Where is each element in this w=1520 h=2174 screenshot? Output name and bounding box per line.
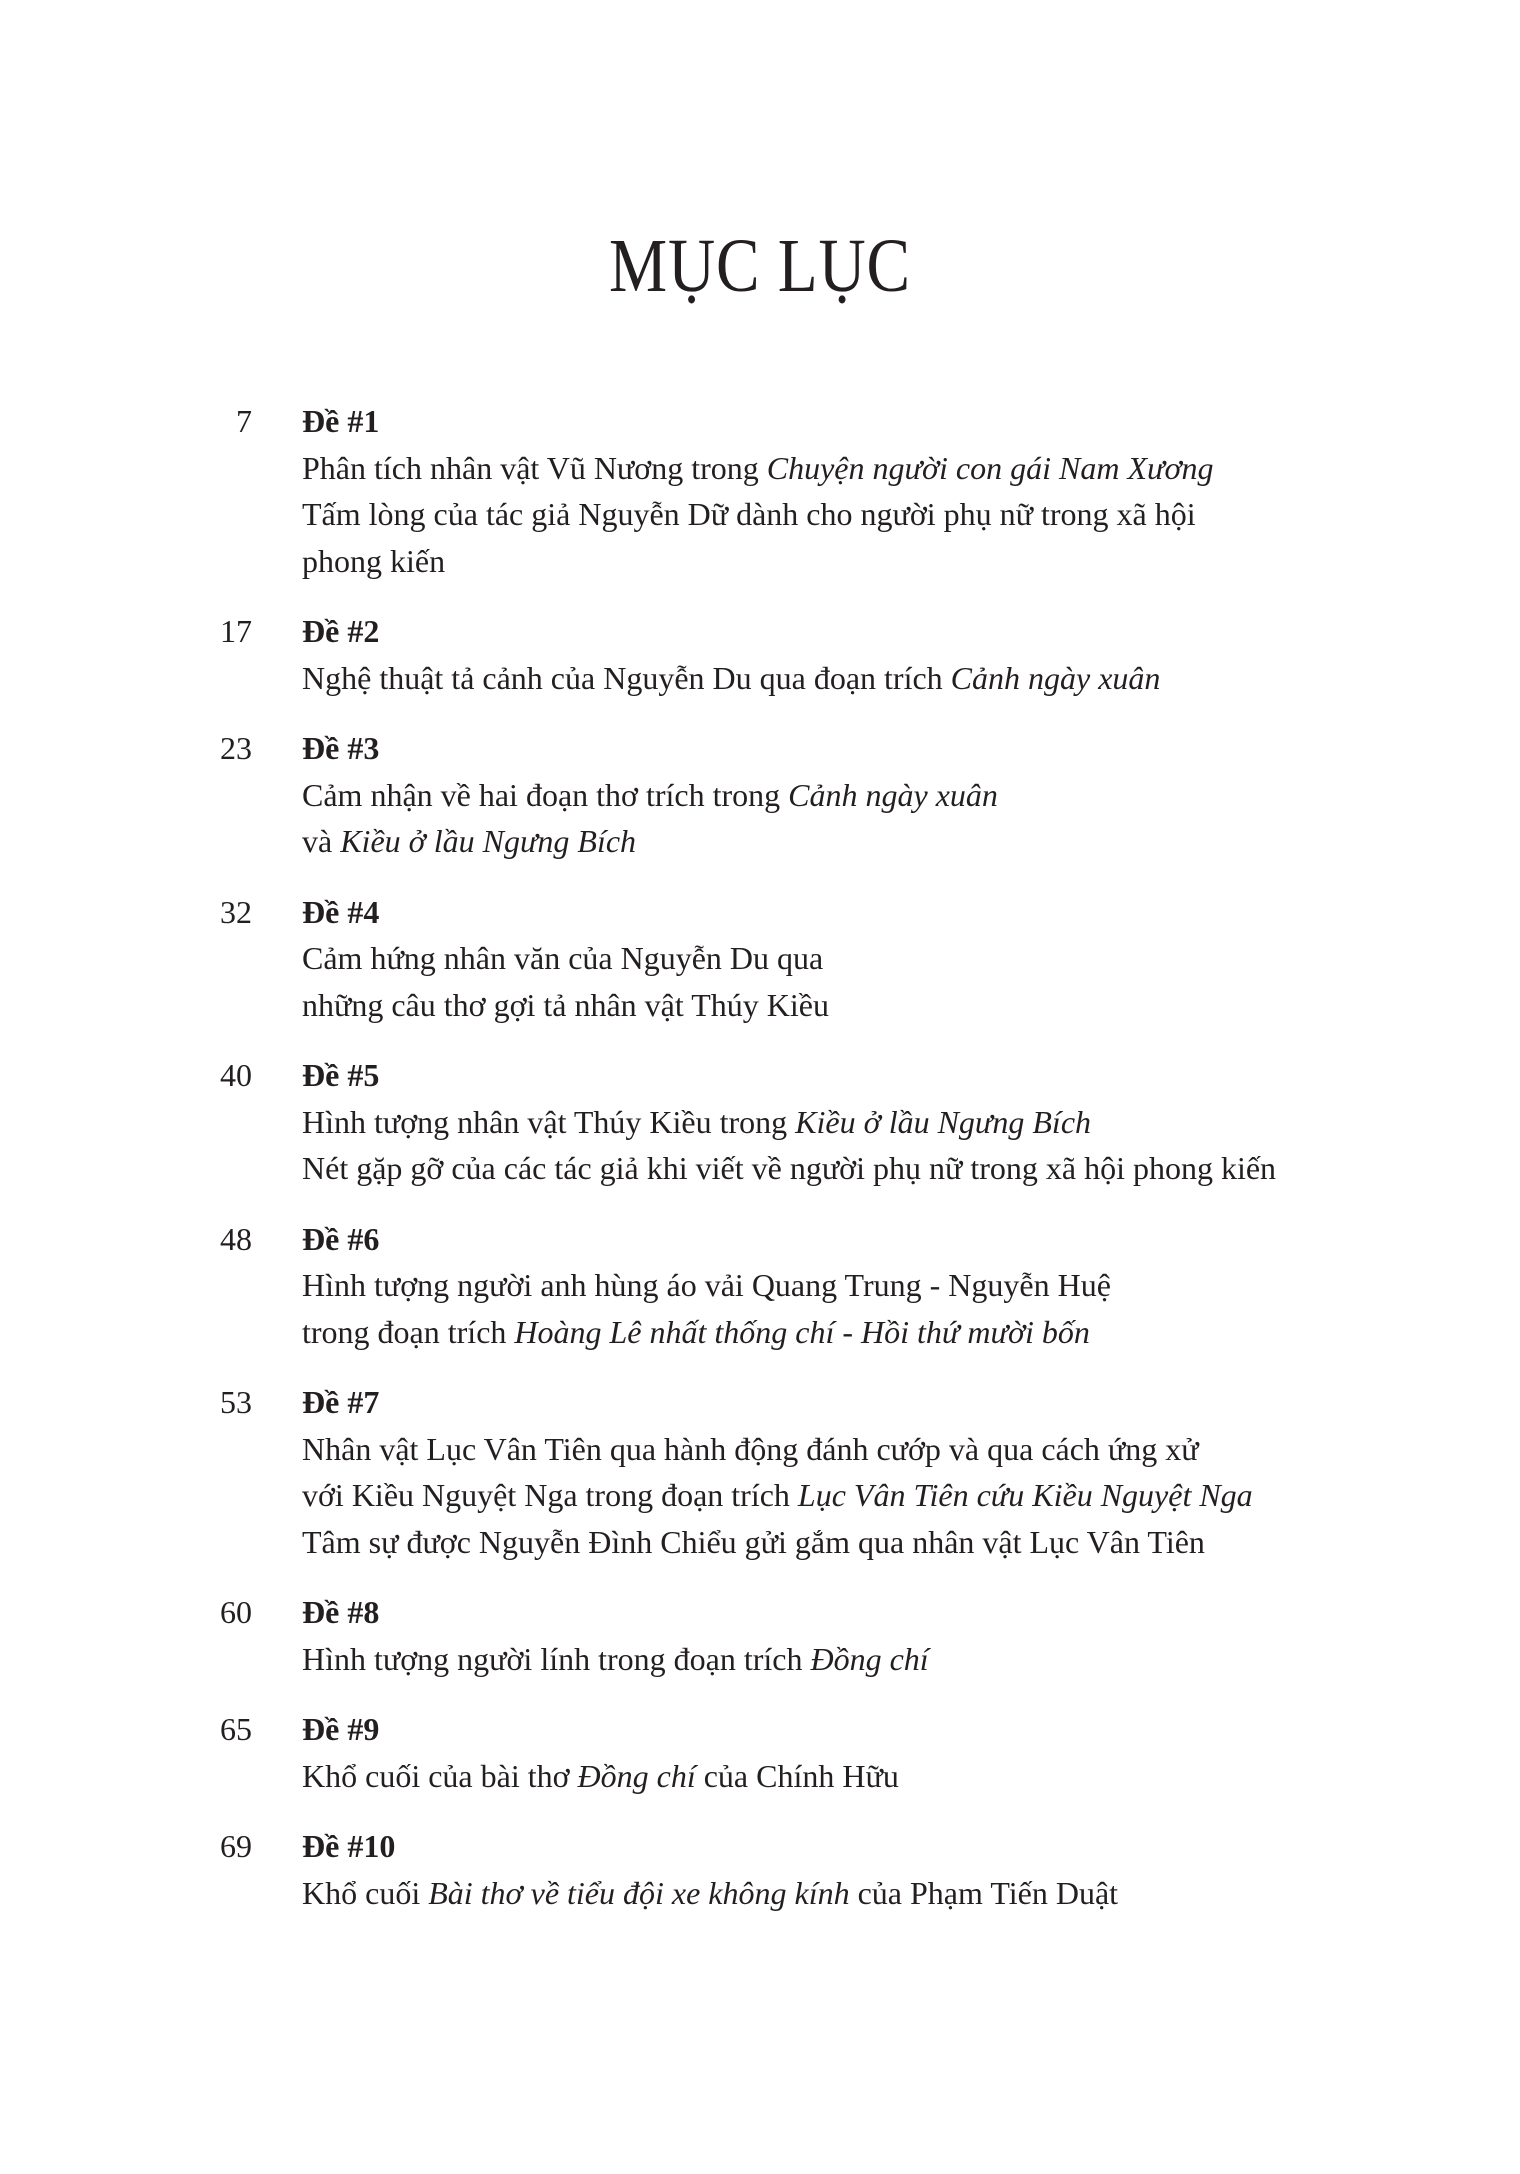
line-text: Tâm sự được Nguyễn Đình Chiểu gửi gắm qua nhân vật Lục Vân Tiên <box>302 1523 1205 1560</box>
toc-entry-line <box>302 1636 1452 1683</box>
line-text: Cảm hứng nhân văn của Nguyễn Du qua <box>302 940 824 976</box>
toc-entry <box>0 1823 1520 1916</box>
toc-page-number: 65 <box>220 1711 252 1747</box>
toc-entry-body <box>302 608 1452 701</box>
line-text: Tấm lòng của tác giả Nguyễn Dữ dành cho người phụ nữ trong xã hội <box>302 496 1196 532</box>
line-text: Khổ cuối của bài thơ <box>302 1757 578 1794</box>
toc-entry-heading: Đề #1 <box>302 403 380 439</box>
toc-page-number: 60 <box>220 1594 252 1630</box>
line-text: phong kiến <box>302 542 446 579</box>
toc-entry <box>0 1589 1520 1682</box>
work-title: Bài thơ về tiểu đội xe không kính <box>428 1874 850 1911</box>
toc-entry-body <box>302 1823 1452 1916</box>
work-title: Chuyện người con gái Nam Xương <box>766 449 1214 486</box>
toc-page-number: 17 <box>220 613 252 649</box>
toc-entry-heading: Đề #3 <box>302 730 380 766</box>
toc-entry-line <box>302 1309 1452 1356</box>
toc-entry-body <box>302 1216 1452 1356</box>
work-title: Kiều ở lầu Ngưng Bích <box>340 823 637 859</box>
line-text: những câu thơ gợi tả nhân vật Thúy Kiều <box>302 986 829 1023</box>
toc-page-number: 32 <box>220 893 252 930</box>
toc-entry-line <box>302 538 1452 585</box>
toc-entry-line <box>302 1753 1452 1800</box>
toc-entry-line <box>302 1262 1452 1309</box>
line-text: Nghệ thuật tả cảnh của Nguyễn Du qua đoạn trích <box>302 659 951 696</box>
line-text: Hình tượng nhân vật Thúy Kiều trong <box>302 1103 796 1140</box>
toc-entry-body <box>302 1379 1452 1565</box>
toc-entry-body <box>302 1052 1452 1192</box>
toc-entry-line <box>302 1870 1452 1917</box>
line-text: Khổ cuối <box>302 1874 429 1911</box>
work-title: Lục Vân Tiên cứu Kiều Nguyệt Nga <box>797 1477 1253 1513</box>
toc-page-number: 40 <box>220 1057 252 1093</box>
toc-entry-line <box>302 1426 1452 1473</box>
toc-entry-line <box>302 1472 1452 1519</box>
toc-entry-body <box>302 889 1452 1029</box>
toc-entry-line <box>302 445 1452 492</box>
toc-entry-line <box>302 491 1452 538</box>
table-of-contents <box>0 398 1520 1940</box>
toc-entry-line <box>302 655 1452 702</box>
work-title: Đồng chí <box>810 1640 929 1677</box>
line-text: Hình tượng người anh hùng áo vải Quang Trung - Nguyễn Huệ <box>302 1267 1111 1303</box>
toc-page-number: 23 <box>220 730 252 766</box>
work-title: Kiều ở lầu Ngưng Bích <box>795 1103 1092 1140</box>
toc-entry <box>0 398 1520 584</box>
toc-entry <box>0 889 1520 1029</box>
toc-entry-line <box>302 1145 1452 1192</box>
toc-entry-heading: Đề #8 <box>302 1594 380 1630</box>
toc-entry-heading: Đề #7 <box>302 1384 380 1420</box>
toc-entry-line <box>302 982 1452 1029</box>
work-title: Cảnh ngày xuân <box>788 776 998 813</box>
toc-entry-line <box>302 1519 1452 1566</box>
toc-entry <box>0 1216 1520 1356</box>
line-text: với Kiều Nguyệt Nga trong đoạn trích <box>302 1477 798 1513</box>
line-text: và <box>302 823 341 859</box>
toc-entry-line <box>302 1099 1452 1146</box>
toc-page-number: 7 <box>236 403 252 439</box>
toc-entry-heading: Đề #9 <box>302 1711 380 1747</box>
line-text: Cảm nhận về hai đoạn thơ trích trong <box>302 776 789 813</box>
toc-entry-body <box>302 1706 1452 1799</box>
line-text: Nét gặp gỡ của các tác giả khi viết về người phụ nữ trong xã hội phong kiến <box>302 1150 1277 1186</box>
toc-entry-body <box>302 398 1452 584</box>
work-title: Đồng chí <box>577 1757 696 1794</box>
work-title: Cảnh ngày xuân <box>950 659 1161 696</box>
toc-page-number: 53 <box>220 1384 252 1420</box>
toc-entry-line <box>302 935 1452 982</box>
toc-entry-line <box>302 772 1452 819</box>
line-text: Hình tượng người lính trong đoạn trích <box>302 1640 811 1677</box>
page-title: MỤC LỤC <box>609 224 911 308</box>
line-text: trong đoạn trích <box>302 1313 515 1350</box>
toc-entry-heading: Đề #5 <box>302 1057 380 1093</box>
toc-entry-heading: Đề #4 <box>302 893 380 930</box>
toc-entry <box>0 725 1520 865</box>
line-text: của Chính Hữu <box>695 1757 899 1794</box>
toc-page-number: 69 <box>220 1828 252 1864</box>
toc-entry-heading: Đề #6 <box>302 1220 380 1257</box>
line-text: Phân tích nhân vật Vũ Nương trong <box>302 449 767 486</box>
toc-entry <box>0 1706 1520 1799</box>
toc-entry <box>0 1379 1520 1565</box>
line-text: của Phạm Tiến Duật <box>849 1874 1119 1911</box>
toc-entry <box>0 1052 1520 1192</box>
toc-entry-body <box>302 725 1452 865</box>
work-title: Hoàng Lê nhất thống chí - Hồi thứ mười bốn <box>514 1313 1090 1350</box>
toc-entry-body <box>302 1589 1452 1682</box>
line-text: Nhân vật Lục Vân Tiên qua hành động đánh cướp và qua cách ứng xử <box>302 1430 1199 1467</box>
toc-page-number: 48 <box>220 1220 252 1257</box>
toc-entry-heading: Đề #2 <box>302 613 380 649</box>
toc-entry-heading: Đề #10 <box>302 1828 396 1864</box>
toc-entry <box>0 608 1520 701</box>
toc-entry-line <box>302 818 1452 865</box>
